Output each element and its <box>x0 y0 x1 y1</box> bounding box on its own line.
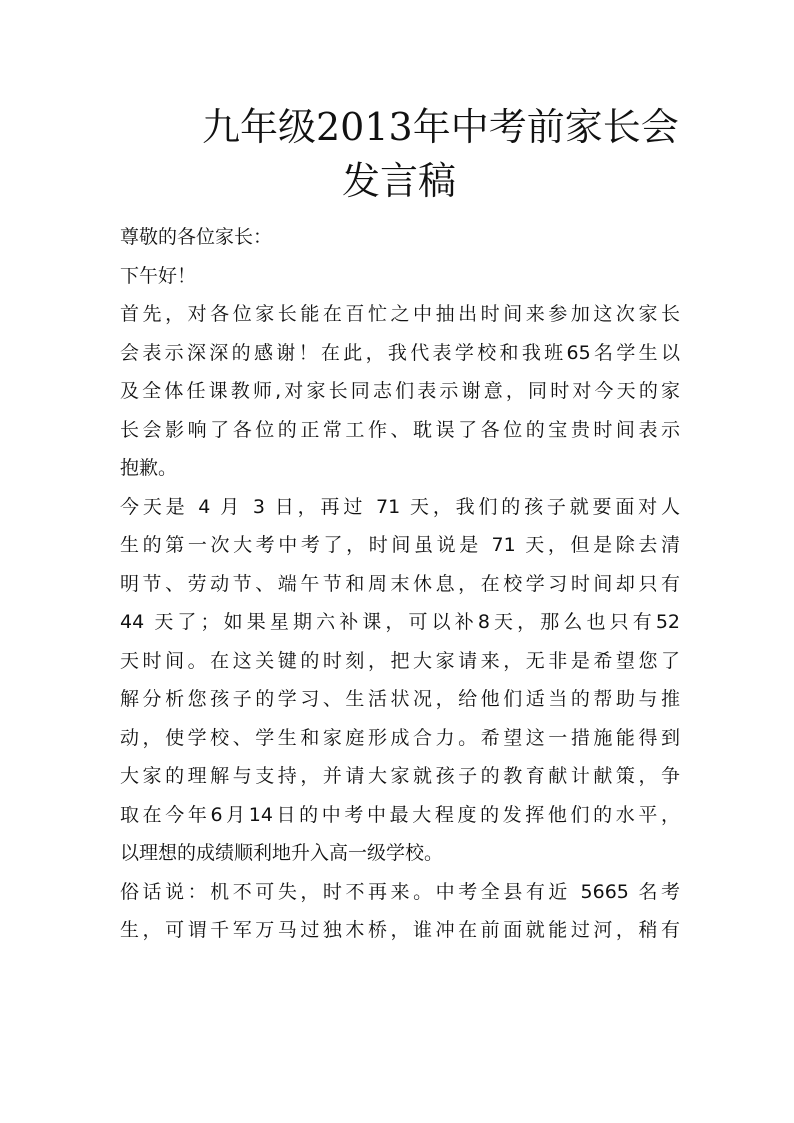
body-line: 长会影响了各位的正常工作、耽误了各位的宝贵时间表示 <box>120 418 680 441</box>
document-title <box>0 100 794 208</box>
body-line: 及全体任课教师,对家长同志们表示谢意，同时对今天的家 <box>120 380 680 402</box>
body-line: 会表示深深的感谢！在此，我代表学校和我班65名学生以 <box>120 341 680 364</box>
body-line: 大家的理解与支持，并请大家就孩子的教育献计献策，争 <box>120 765 680 787</box>
body-line: 解分析您孩子的学习、生活状况，给他们适当的帮助与推 <box>120 688 680 710</box>
body-line: 今天是 4 月 3 日，再过 71 天，我们的孩子就要面对人 <box>120 495 680 518</box>
body-line: 以理想的成绩顺利地升入高一级学校。 <box>120 842 444 864</box>
body-line: 抱歉。 <box>120 457 178 479</box>
greeting: 下午好！ <box>120 264 197 287</box>
salutation: 尊敬的各位家长： <box>120 226 273 248</box>
body-line: 明节、劳动节、端午节和周末休息，在校学习时间却只有 <box>120 572 680 595</box>
body-line: 取在今年6月14日的中考中最大程度的发挥他们的水平， <box>120 803 680 826</box>
body-line: 生，可谓千军万马过独木桥，谁冲在前面就能过河，稍有 <box>120 919 680 941</box>
document-body <box>120 218 680 950</box>
body-line: 生的第一次大考中考了，时间虽说是 71 天，但是除去清 <box>120 534 680 556</box>
body-line: 动，使学校、学生和家庭形成合力。希望这一措施能得到 <box>120 726 680 749</box>
title-line: 发言稿 <box>342 159 457 203</box>
title-line: 九年级2013年中考前家长会 <box>202 105 679 149</box>
body-line: 俗话说：机不可失，时不再来。中考全县有近 5665 名考 <box>120 880 680 903</box>
body-line: 首先，对各位家长能在百忙之中抽出时间来参加这次家长 <box>120 303 680 325</box>
body-line: 44 天了；如果星期六补课，可以补8天，那么也只有52 <box>120 611 680 633</box>
body-line: 天时间。在这关键的时刻，把大家请来，无非是希望您了 <box>120 649 680 672</box>
